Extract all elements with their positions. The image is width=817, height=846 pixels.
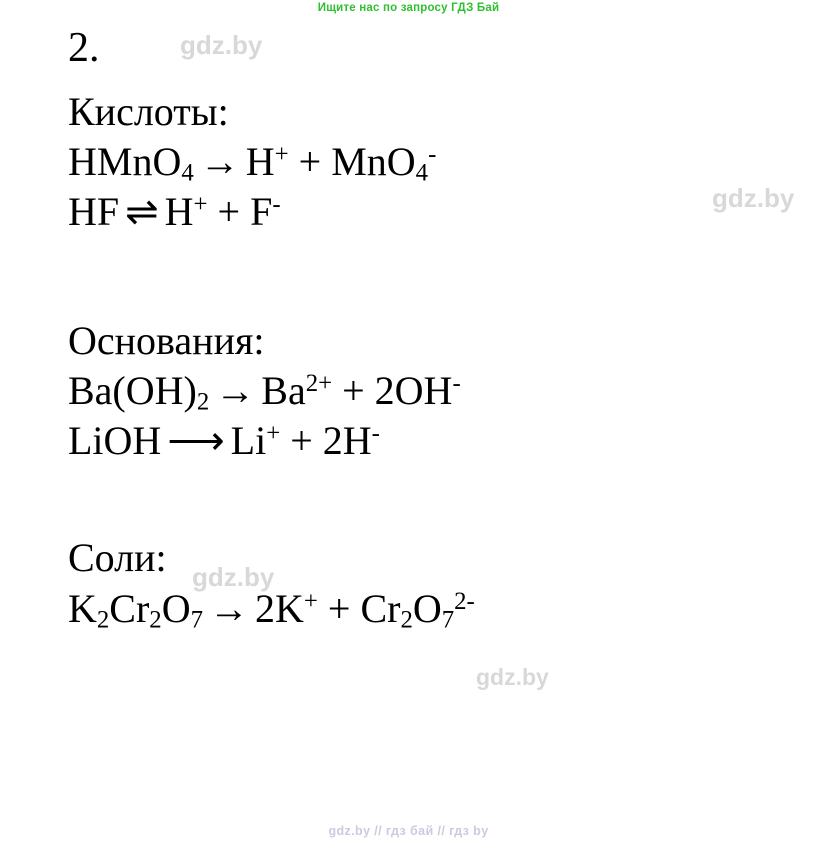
- watermark: gdz.by: [192, 562, 275, 592]
- equation: $K_2Cr_2O_7 \to 2K^+ + Cr_2O_7^{2-}$: [68, 585, 475, 634]
- equation: $Ba(OH)_2 \to Ba^{2+} + 2OH^-$: [68, 368, 461, 416]
- section-acids: [68, 88, 768, 237]
- section-salts: [68, 534, 768, 633]
- document-body: [68, 26, 768, 640]
- watermark: gdz.by: [180, 30, 263, 60]
- equation: HF ⇌ H+ + F-: [68, 189, 281, 235]
- section-title: Кислоты:: [68, 89, 229, 135]
- section-title: Основания:: [68, 318, 265, 364]
- watermark: gdz.by: [476, 664, 549, 690]
- footer-watermark: gdz.by // гдз бай // гдз by: [328, 824, 489, 838]
- equation: HMnO$_4$ → H+ + MnO$_4$-: [68, 139, 437, 187]
- section-title: Соли:: [68, 535, 167, 581]
- promo-banner: Ищите нас по запросу ГДЗ Бай: [317, 2, 500, 14]
- watermark: gdz.by: [712, 183, 795, 213]
- equation: LiOH ⟶ Li+ + 2H-: [68, 418, 380, 464]
- task-number: 2.: [68, 25, 100, 71]
- section-bases: [68, 317, 768, 466]
